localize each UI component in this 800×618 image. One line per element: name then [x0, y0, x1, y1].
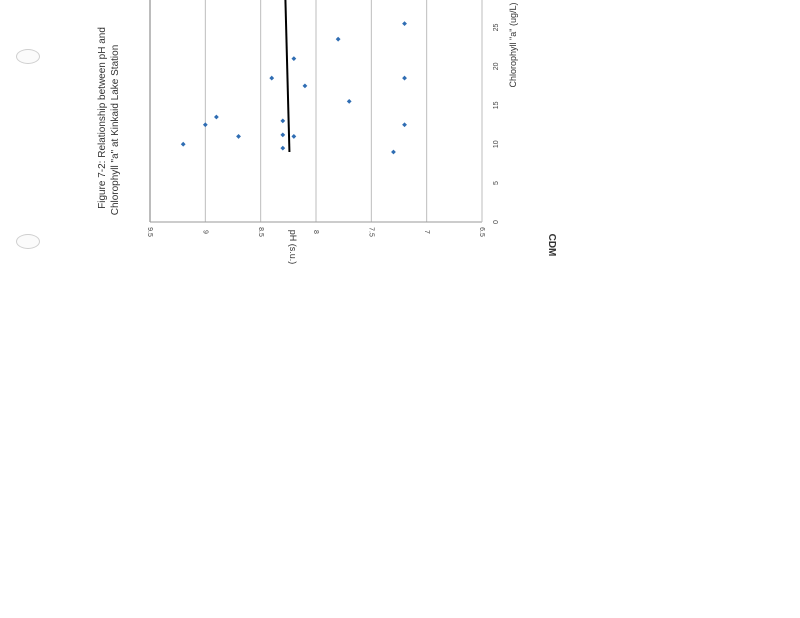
data-point — [291, 134, 296, 139]
data-point — [269, 76, 274, 81]
cdm-logo: CDM — [546, 233, 557, 257]
x-axis-title: Chlorophyll "a" (ug/L) — [508, 2, 518, 88]
data-point — [347, 99, 352, 104]
data-point — [402, 76, 407, 81]
x-tick-label: 0 — [492, 220, 500, 224]
x-tick-label: 5 — [492, 181, 500, 186]
data-point — [181, 142, 186, 147]
trend-line — [285, 0, 289, 152]
y-tick-label: 9.5 — [146, 227, 154, 237]
data-point — [236, 134, 241, 139]
data-point — [402, 21, 407, 26]
x-tick-label: 15 — [492, 101, 500, 110]
y-tick-labels — [146, 227, 485, 237]
x-tick-labels — [493, 24, 500, 224]
x-tick-label: 10 — [492, 140, 500, 149]
data-points — [181, 0, 407, 154]
y-tick-label: 8 — [312, 230, 320, 234]
x-tick-label: 25 — [492, 23, 500, 32]
chart-title-line-2: Chlorophyll "a" at Kinkaid Lake Station — [110, 44, 121, 216]
data-point — [303, 83, 308, 88]
data-point — [336, 37, 341, 42]
x-tick-label: 20 — [492, 62, 500, 71]
y-tick-label: 7.5 — [367, 227, 375, 237]
y-axis-title: pH (s.u.) — [288, 229, 298, 265]
data-point — [391, 150, 396, 155]
y-tick-label: 7 — [422, 230, 430, 234]
y-tick-label: 9 — [201, 230, 209, 234]
data-point — [214, 115, 219, 120]
y-tick-label: 6.5 — [478, 227, 486, 237]
grid-lines — [150, 0, 482, 222]
data-point — [280, 118, 285, 123]
data-point — [280, 132, 285, 137]
y-tick-label: 8.5 — [256, 227, 264, 237]
data-point — [291, 56, 296, 61]
data-point — [203, 122, 208, 127]
data-point — [402, 122, 407, 127]
chart-title-line-1: Figure 7-2: Relationship between pH and — [97, 27, 108, 209]
data-point — [280, 146, 285, 151]
